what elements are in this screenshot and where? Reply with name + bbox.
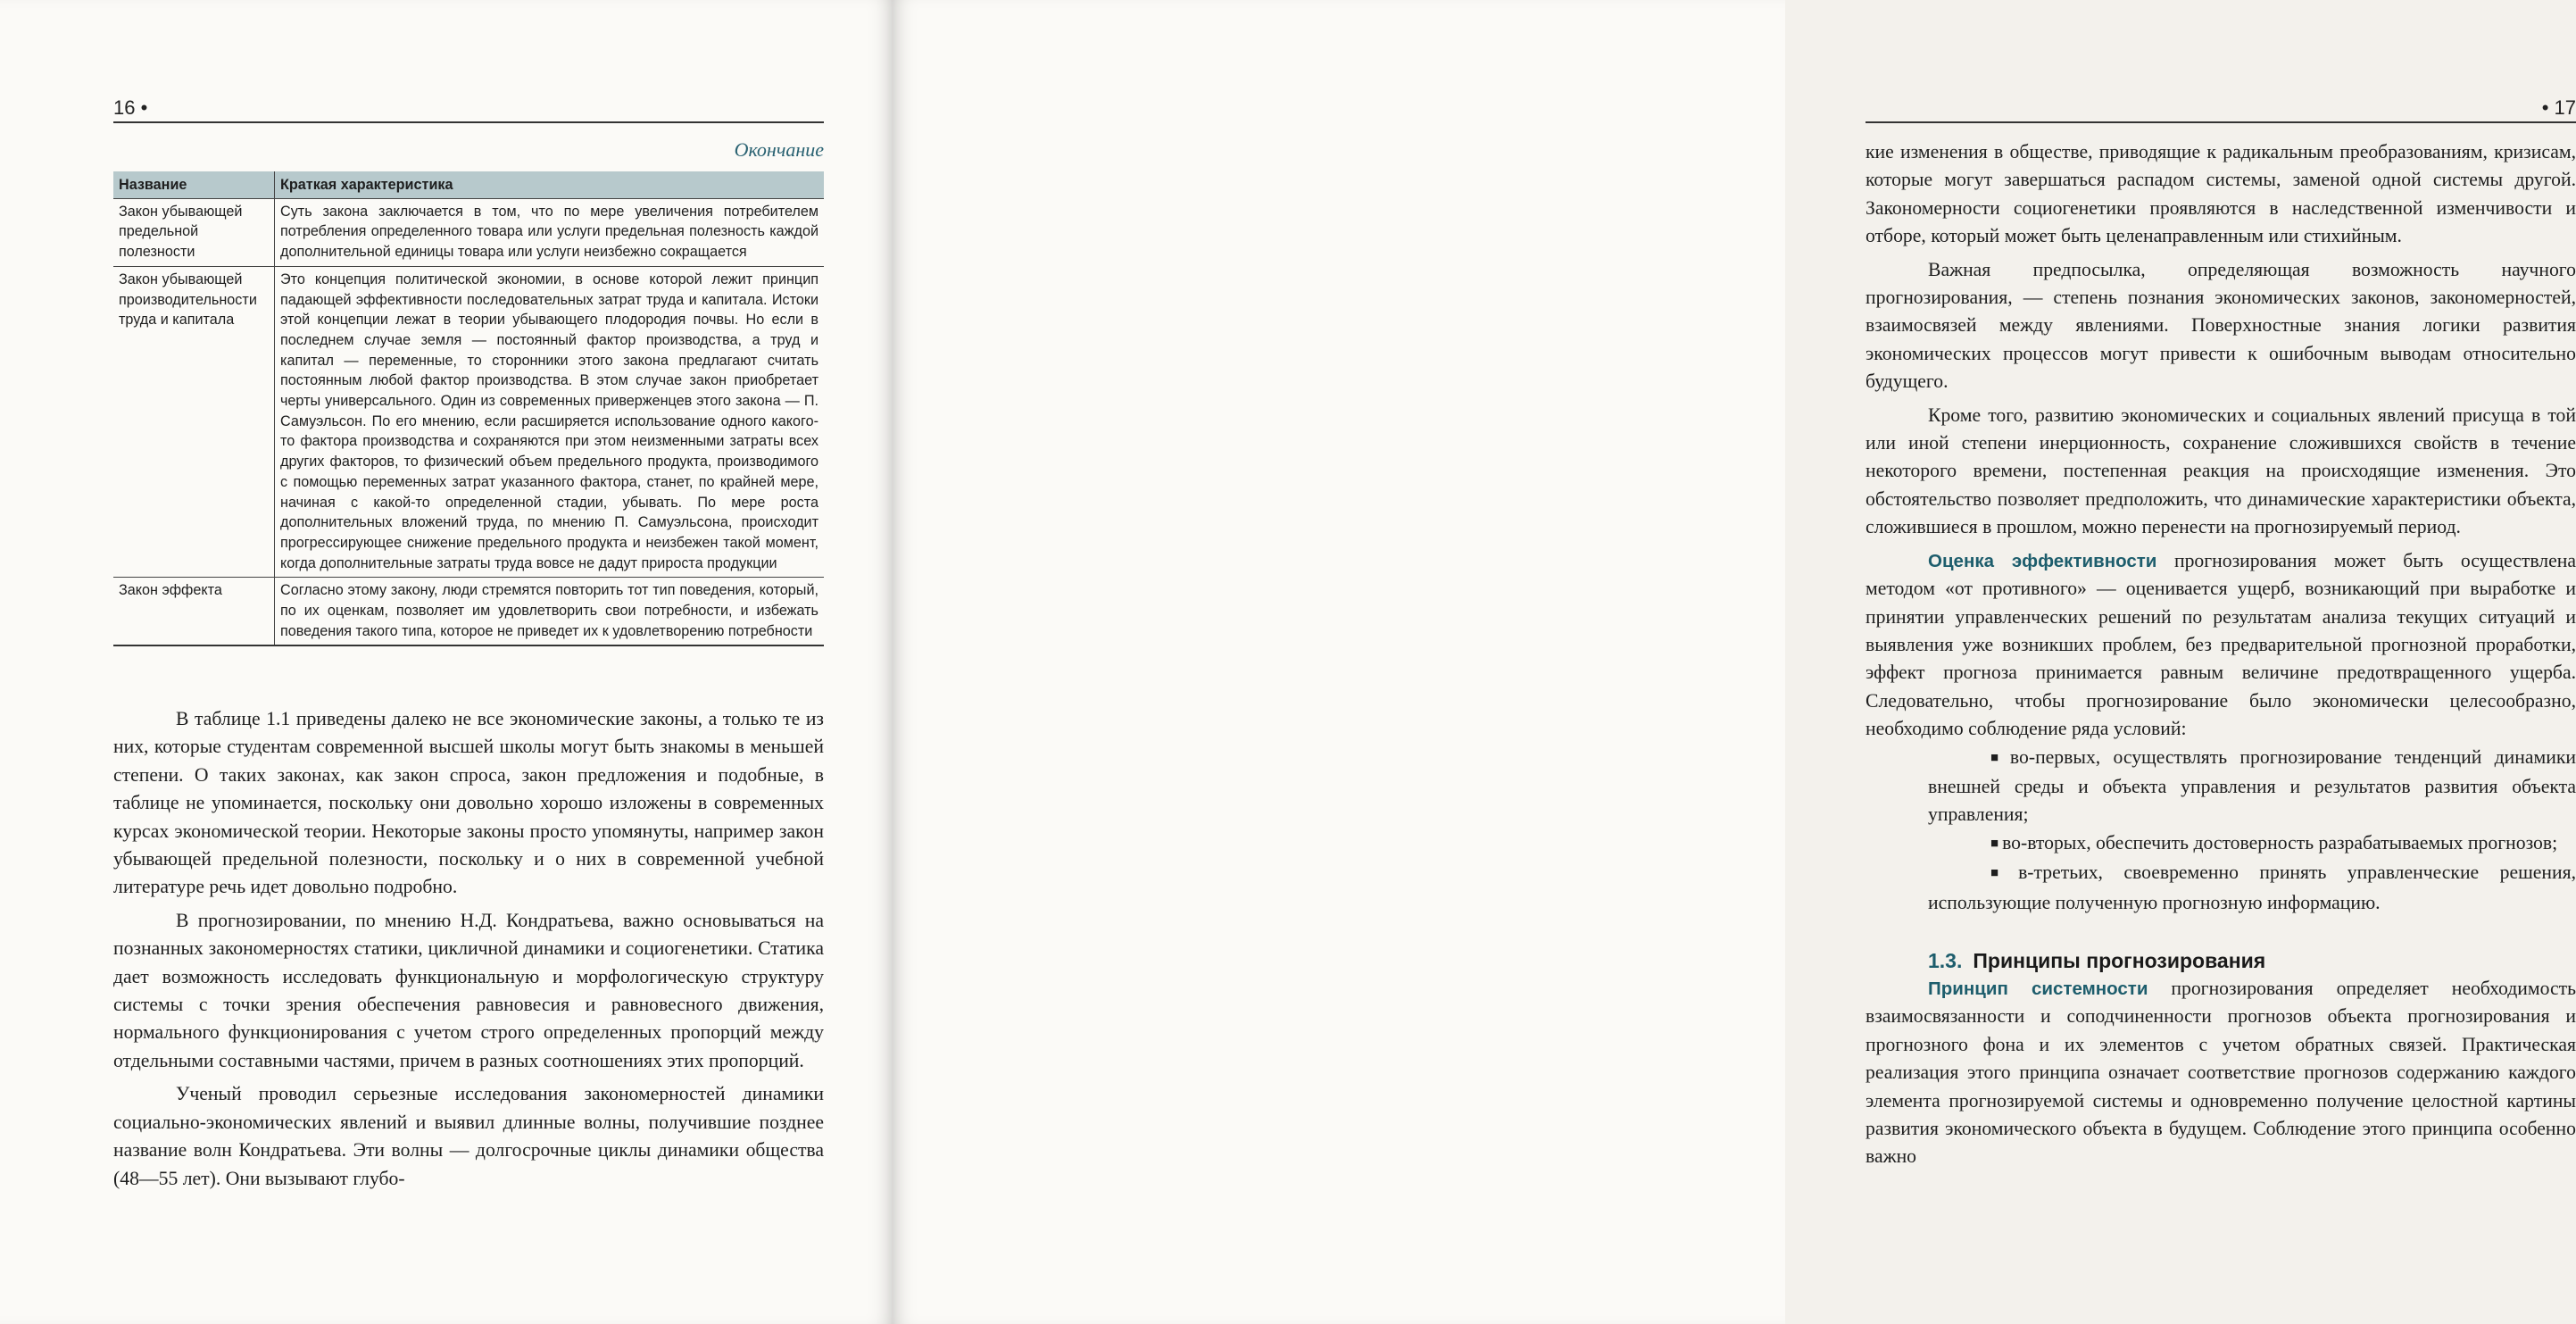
table-header-row — [113, 171, 824, 198]
header-rule — [113, 121, 824, 123]
left-body-text — [113, 705, 824, 1193]
table-continued-caption: Окончание — [734, 138, 824, 161]
list-item-text: во-первых, осуществлять прогнозирование тенденций динамики внешней среды и объекта управления и результатов развития объекта управления; — [1928, 745, 2576, 826]
bullet-square-icon: ■ — [1990, 865, 2015, 881]
law-name: Закон убывающей производительности труда и капитала — [113, 266, 275, 578]
law-description: Согласно этому закону, люди стремятся повторить тот тип поведения, который, по их оценкам, позволяет им удовлетворить свои потребности, и избежать поведения такого типа, которое не приведет их к удовлетворению потребности — [275, 578, 825, 646]
bullet-square-icon: ■ — [1990, 749, 2007, 765]
paragraph-efficiency — [1866, 547, 2576, 744]
column-header-description: Краткая характеристика — [275, 171, 825, 198]
laws-table — [113, 171, 824, 646]
paragraph-text: прогнозирования определяет необходимость взаимосвязанности и соподчиненности прогнозов объекта прогнозирования и прогнозного фона и их элементов с учетом обратных связей. Практическая реализация этого принципа означает соответствие прогнозов содержанию каждого элемента прогнозируемой системы и одновременно получение целостной картины развития экономического объекта в будущем. Соблюдение этого принципа особенно важно — [1866, 977, 2576, 1168]
section-number: 1.3. — [1928, 948, 1963, 972]
bullet-square-icon: ■ — [1990, 835, 1999, 851]
section-title: Принципы прогнозирования — [1973, 948, 2266, 972]
list-item-text: в-третьих, своевременно принять управленческие решения, использующие полученную прогнозную информацию. — [1928, 862, 2576, 913]
term-highlight: Принцип системности — [1928, 978, 2148, 999]
law-description: Суть закона заключается в том, что по мере увеличения потребителем потребления определенного товара или услуги предельная полезность каждой дополнительной единицы товара или услуги неизбежно сокращается — [275, 198, 825, 266]
paragraph-system-principle — [1866, 975, 2576, 1171]
list-item — [1866, 744, 2576, 829]
table-row — [113, 266, 824, 578]
page-number: 16 • — [113, 96, 148, 119]
page-number: • 17 — [2541, 96, 2576, 119]
law-name: Закон убывающей предельной полезности — [113, 198, 275, 266]
paragraph: Важная предпосылка, определяющая возможность научного прогнозирования, — степень познания экономических законов, закономерностей, взаимосвязей между явлениями. Поверхностные знания логики развития экономических процессов могут привести к ошибочным выводам относительно будущего. — [1866, 258, 2576, 393]
list-item — [1866, 829, 2576, 859]
paragraph-text: прогнозирования может быть осуществлена методом «от противного» — оценивается ущерб, возникающий при выработке и принятии управленческих решений по результатам анализа текущих ситуаций и выявления уже возникших проблем, без предварительной прогнозной проработки, эффект прогноза принимается равным величине предотвращенного ущерба. Следовательно, чтобы прогнозирование было экономически целесообразно, необходимо соблюдение ряда условий: — [1866, 549, 2576, 740]
paragraph: В таблице 1.1 приведены далеко не все экономические законы, а только те из них, которые студентам современной высшей школы могут быть знакомы в меньшей степени. О таких законах, как закон спроса, закон предложения и подобные, в таблице не упоминается, поскольку они довольно хорошо изложены в современных курсах экономической теории. Некоторые законы просто упомянуты, например закон убывающей предельной полезности, поскольку и о них в современной учебной литературе речь идет довольно подробно. — [113, 708, 824, 898]
right-body-text — [1866, 138, 2576, 1171]
left-page — [0, 0, 893, 1324]
column-header-name: Название — [113, 171, 275, 198]
section-heading — [1928, 947, 2576, 975]
table-row — [113, 198, 824, 266]
right-page — [893, 0, 2576, 1324]
list-item-text: во-вторых, обеспечить достоверность разрабатываемых прогнозов; — [2002, 831, 2558, 854]
law-name: Закон эффекта — [113, 578, 275, 646]
list-item — [1866, 859, 2576, 917]
paragraph: Ученый проводил серьезные исследования закономерностей динамики социально-экономических явлений и выявил длинные волны, получившие позднее название волн Кондратьева. Эти волны — долгосрочные циклы динамики общества (48—55 лет). Они вызывают глубо- — [113, 1083, 824, 1189]
header-rule — [1866, 121, 2576, 123]
paragraph: Кроме того, развитию экономических и социальных явлений присуща в той или иной степени инерционность, сохранение сложившихся свойств в течение некоторого времени, постепенная реакция на происходящие изменения. Это обстоятельство позволяет предположить, что динамические характеристики объекта, сложившиеся в прошлом, можно перенести на прогнозируемый период. — [1866, 404, 2576, 538]
term-highlight: Оценка эффективности — [1928, 550, 2157, 571]
paragraph: В прогнозировании, по мнению Н.Д. Кондратьева, важно основываться на познанных закономерностях статики, цикличной динамики и социогенетики. Статика дает возможность исследовать функциональную и морфологическую структуру системы с точки зрения обеспечения равновесия и равновесного движения, нормального функционирования с учетом строго определенных пропорций между отдельными составными частями, причем в разных соотношениях этих пропорций. — [113, 909, 824, 1071]
table-row — [113, 578, 824, 646]
paragraph: кие изменения в обществе, приводящие к радикальным преобразованиям, кризисам, которые могут завершаться распадом системы, заменой одной системы другой. Закономерности социогенетики проявляются в наследственной изменчивости и отборе, который может быть целенаправленным или стихийным. — [1866, 141, 2576, 247]
law-description: Это концепция политической экономии, в основе которой лежит принцип падающей эффективности последовательных затрат труда и капитала. Истоки этой концепции лежат в теории убывающего плодородия почвы. Но если в последнем случае земля — постоянный фактор производства, а труд и капитал — переменные, то сторонники этого закона предлагают считать постоянным любой фактор производства. В этом случае закон приобретает черты универсального. Один из современных приверженцев этого закона — П. Самуэльсон. По его мнению, если расширяется использование одного какого-то фактора производства и сохраняются при этом неизменными затраты всех других факторов, то физический объем предельного продукта, производимого с помощью переменных затрат указанного фактора, станет, по крайней мере, начиная с какой-то определенной стадии, убывать. По мере роста дополнительных вложений труда, по мнению П. Самуэльсона, происходит прогрессирующее снижение предельного продукта и неизбежен такой момент, когда дополнительные затраты труда вовсе не дадут прироста продукции — [275, 266, 825, 578]
